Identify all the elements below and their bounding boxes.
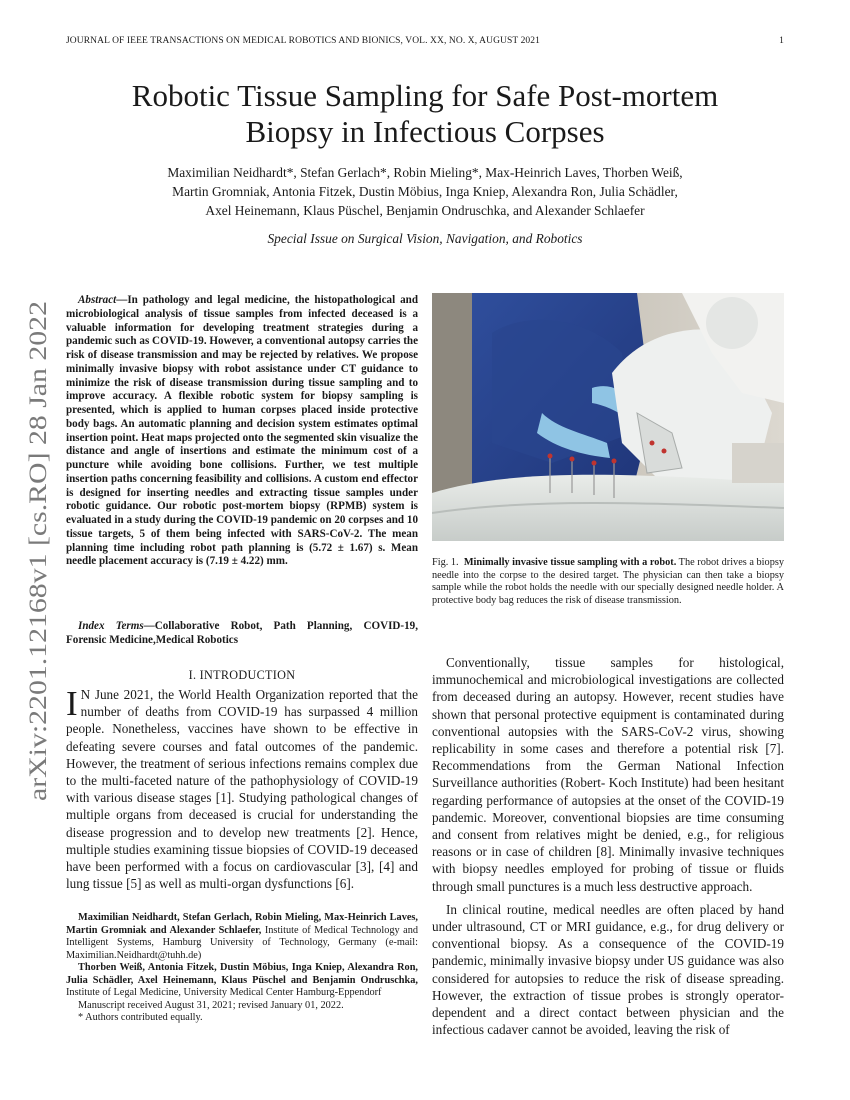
author-list [100,163,750,220]
authors-line-1: Maximilian Neidhardt*, Stefan Gerlach*, Robin Mieling*, Max-Heinrich Laves, Thorben Weiß, [167,165,683,180]
drop-cap: I [66,684,78,723]
affiliation-2-text: Institute of Legal Medicine, University Medical Center Hamburg-Eppendorf [66,987,382,998]
arxiv-stamp-text: arXiv:2201.12168v1 [cs.RO] 28 Jan 2022 [23,373,52,801]
figure-1-photo [432,293,784,541]
authors-line-3: Axel Heinemann, Klaus Püschel, Benjamin Ondruschka, and Alexander Schlaefer [205,203,645,218]
title-line-1: Robotic Tissue Sampling for Safe Post-mortem [131,78,719,113]
paragraph-clinical-routine: In clinical routine, medical needles are often placed by hand under ultrasound, CT or MRI guidance, e.g., for drug delivery or conventional biopsy. As a consequence of the COVID-19 pandemic, minimally invasive biopsy under US guidance was also considered for autopsies to reduce the risk of disease spreading. However, the extraction of tissue probes is strongly operator-dependent and a direct contact between physician and the infectious cadaver cannot be avoided, leaving the risk of [432,901,784,1038]
paragraph-conventionally: Conventionally, tissue samples for histological, immunochemical and microbiological investigations are collected from deceased during an autopsy. However, recent studies have shown that personal protective equipment is contaminated during conventional autopsies with the SARS-CoV-2 virus, showing replicability in some cases and therefore a potential risk [7]. Recommendations from the German National Infection Surveillance authorities (Robert- Koch Institute) had been hesitant regarding performance of autopsies at the onset of the COVID-19 pandemic. Moreover, conventional biopsies are time consuming and consent from relatives might be denied, e.g., for religious reasons or in case of children [8]. Minimally invasive techniques with biopsy needles employed for probing of tissue or fluids through small punctures is a much less destructive approach. [432,655,784,894]
index-terms-text: —Collaborative Robot, Path Planning, COVID-19, Forensic Medicine,Medical Robotics [66,620,418,646]
index-terms-label: Index Terms [78,620,144,632]
right-column-body [432,654,784,1038]
affiliation-1 [66,912,418,962]
abstract-text: —In pathology and legal medicine, the histopathological and microbiological analysis of tissue samples from infected deceased is a valuable information for developing treatment strategies during a pandemic such as COVID-19. However, a conventional autopsy carries the risk of disease transmission and may be rejected by relatives. We propose minimally invasive biopsy with robot assistance under CT guidance to minimize the risk of disease transmission during tissue sampling and to improve accuracy. A flexible robotic system for biopsy sampling is presented, which is applied to human corpses placed inside protective body bags. An automatic planning and decision system estimates optimal insertion point. Heat maps projected onto the segmented skin visualize the distance and angle of insertions and estimate the minimum cost of a puncture while avoiding bone collisions. Further, we test multiple insertion paths concerning feasibility and collisions. A custom end effector is designed for inserting needles and extracting tissue samples under robotic guidance. Our robotic post-mortem biopsy (RPMB) system is evaluated in a study during the COVID-19 pandemic on 20 corpses and 10 tissue targets, 5 of them being infected with SARS-CoV-2. The mean planning time including robot path planning is (5.72 ± 1.67) s. Mean needle placement accuracy is (7.19 ± 4.22) mm. [66,294,418,568]
footnotes [66,912,418,1025]
abstract-label: Abstract [78,294,117,306]
manuscript-dates: Manuscript received August 31, 2021; revised January 01, 2022. [78,999,344,1011]
figure-label: Fig. 1. [432,557,459,568]
abstract [66,294,418,569]
figure-bold-caption: Minimally invasive tissue sampling with a robot. [463,557,677,568]
affiliation-2-names: Thorben Weiß, Antonia Fitzek, Dustin Möbius, Inga Kniep, Alexandra Ron, Julia Schädler, Axel Heinemann, Klaus Püschel and Benjamin Ondruschka, [66,962,418,986]
paper-title [60,78,790,150]
title-line-2: Biopsy in Infectious Corpses [245,114,605,149]
affiliation-1-names: Maximilian Neidhardt, Stefan Gerlach, Robin Mieling, Max-Heinrich Laves, Martin Gromniak and Alexander Schlaefer, [66,912,418,936]
authors-line-2: Martin Gromniak, Antonia Fitzek, Dustin Möbius, Inga Kniep, Alexandra Ron, Julia Schädler, [172,184,678,199]
intro-text: the World Health Organization reported that the number of deaths from COVID-19 has surpassed 4 million people. Nonetheless, vaccines have shown to be effective in defeating severe courses and fatal outcomes of the pandemic. However, the treatment of serious infections remains complex due to the multi-faceted nature of the pathophysiology of COVID-19 with various disease stages [1]. Studying pathological changes of multiple organs from deceased is crucial for understanding the disease progression and to develop new treatments [2]. Hence, multiple studies examining tissue biopsies of COVID-19 deceased have been performed with a focus on cardiovascular [3], [4] and lung tissue [5] as well as multi-organ dysfunctions [6]. [66,687,418,892]
figure-caption-text: The robot drives a biopsy needle into the corpse to the desired target. The physician can then take a biopsy sample while the robot holds the needle with our specially designed needle holder. A protective body bag reduces the risk of disease transmission. [432,557,784,606]
figure-1-caption [432,557,784,607]
arxiv-stamp [16,296,56,806]
section-title-introduction: I. INTRODUCTION [188,668,296,682]
affiliation-2 [66,962,418,1000]
page-number: 1 [779,36,784,46]
running-header [66,36,784,46]
index-terms [66,620,418,648]
intro-paragraph [66,686,418,892]
affiliation-1-text: Institute of Medical Technology and Intelligent Systems, Hamburg University of Technology, Germany (e-mail: Maximilian.Neidhardt@tuhh.de) [66,924,418,961]
equal-contribution-note: * Authors contributed equally. [78,1012,203,1023]
special-issue-line: Special Issue on Surgical Vision, Navigation, and Robotics [267,231,583,246]
intro-first-words: N June 2021, [80,687,154,702]
journal-name: JOURNAL OF IEEE TRANSACTIONS ON MEDICAL ROBOTICS AND BIONICS, VOL. XX, NO. X, AUGUST 2021 [66,36,540,46]
